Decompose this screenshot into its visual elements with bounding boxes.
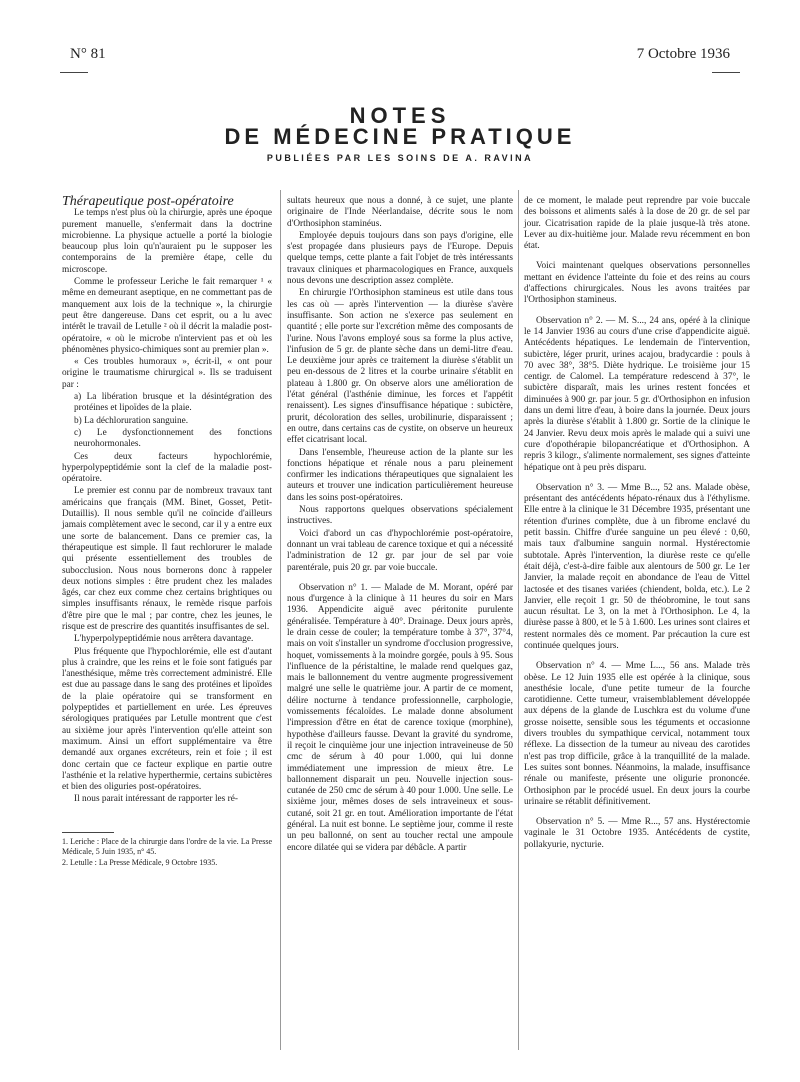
header-rule-right [712, 72, 740, 73]
paragraph: En chirurgie l'Orthosiphon stamineus est utile dans tous les cas où — après l'intervention — la diurèse s'avère insuffisante. Son action ne s'exerce pas seulement en quantité ; elle porte sur l'excrétion même des composants de l'urine. Nous l'avons employé sous sa forme la plus active, l'infusion de 5 gr. de plante sèche dans un demi-litre d'eau. Le deuxième jour après ce traitement la diurèse s'établit un peu en-dessous de 2 litres et la courbe urinaire s'établit en plateau à 1.800 gr. On observe alors une amélioration de l'état général (l'asthénie diminue, les forces et l'appétit renaissent). Les signes d'insuffisance hépatique : subictère, prurit, décoloration des selles, urobilinurie, disparaissent ; en outre, dans certains cas de cystite, on observe un heureux effet cicatrisant local. [287, 288, 513, 446]
masthead-subtitle: PUBLIÉES PAR LES SOINS DE A. RAVINA [266, 153, 534, 163]
list-item: a) La libération brusque et la désintégration des protéines et lipoïdes de la plaie. [74, 392, 272, 414]
paragraph: Voici maintenant quelques observations personnelles mettant en évidence l'atteinte du foie et des reins au cours d'affections chirurgicales. Nous les avons traitées par l'Orthosiphon stamineus. [524, 261, 750, 306]
section-title: Thérapeutique post-opératoire [62, 194, 234, 209]
issue-number: N° 81 [70, 46, 106, 62]
masthead-title-line2: DE MÉDECINE PRATIQUE [224, 124, 576, 149]
paragraph: Nous rapportons quelques observations spécialement instructives. [287, 505, 513, 527]
footnote: 1. Leriche : Place de la chirurgie dans l'ordre de la vie. La Presse Médicale, 5 Juin 1935, n° 45. [62, 836, 272, 856]
observation-paragraph: Observation n° 4. — Mme L..., 56 ans. Malade très obèse. Le 12 Juin 1935 elle est opérée à la clinique, sous anesthésie locale, d'une petite tumeur de la fourche carotidienne. Cette tumeur, vraisemblablement développée aux dépens de la glande de Luschkra est du volume d'une grosse noisette, sensible sous les téguments et occasionne divers troubles du sympathique cervical, notamment toux réflexe. La dissection de la tumeur au niveau des carotides n'est pas trop difficile, grâce à la tranquillité de la malade. Les suites sont bonnes. Néanmoins, la malade, insuffisance rénale ou manifeste, présente une oligurie prononcée. Orthosiphon par le procédé usuel. En deux jours la courbe urinaire se rétablit définitivement. [524, 661, 750, 807]
column-divider [518, 190, 519, 1050]
observation-paragraph: Observation n° 5. — Mme R..., 57 ans. Hystérectomie vaginale le 31 Octobre 1935. Antécédents de cystite, pollakyurie, nycturie. [524, 817, 750, 850]
paragraph: Il nous parait intéressant de rapporter les ré- [74, 794, 238, 805]
paragraph: de ce moment, le malade peut reprendre par voie buccale des boissons et aliments salés à la dose de 20 gr. de sel par jour. Cicatrisation rapide de la plaie jusque-là très atone. Lever au dix-huitième jour. Malade revu récemment en bon état. [524, 196, 750, 252]
list-item: c) Le dysfonctionnement des fonctions neurohormonales. [74, 427, 272, 450]
paragraph: L'hyperpolypeptidémie nous arrêtera davantage. [74, 634, 254, 645]
paragraph: « Ces troubles humoraux », écrit-il, « ont pour origine le traumatisme chirurgical ». Ils se traduisent par : [62, 357, 272, 390]
paragraph: Voici d'abord un cas d'hypochlorémie post-opératoire, donnant un vrai tableau de carence toxique et qui a nécessité l'administration de 12 gr. par jour de sel par voie parentérale, puis 20 gr. par voie buccale. [287, 528, 513, 573]
paragraph: Dans l'ensemble, l'heureuse action de la plante sur les fonctions hépatique et rénale nous a paru pleinement confirmer les indications thérapeutiques que signalaient les auteurs et trouver une indication particulièrement heureuse dans les soins post-opératoires. [287, 447, 513, 503]
paragraph: Plus fréquente que l'hypochlorémie, elle est d'autant plus à craindre, que les reins et le foie sont fatigués par l'anesthésique, même très correctement administré. Elle est due au passage dans le sang des protéines et lipoïdes de la plaie opératoire qui se transforment en polypeptides et partiellement en urée. Les épreuves sérologiques pratiquées par Letulle montrent que c'est au sixième jour après l'intervention qu'elle atteint son maximum. Ainsi un effort supplémentaire va être demandé aux organes excréteurs, rein et foie ; il est donc certain que ce facteur explique en partie outre l'asthénie et la relative hyperthermie, certains subictères et bien des oliguries post-opératoires. [62, 646, 272, 793]
list-item: b) La déchloruration sanguine. [74, 415, 189, 426]
observation-paragraph: Observation n° 2. — M. S..., 24 ans, opéré à la clinique le 14 Janvier 1936 au cours d'une crise d'appendicite aiguë. Antécédents hépatiques. Le lendemain de l'intervention, subictère, léger prurit, urines acajou, bradycardie : pouls à 70 avec 38°, 38°5. Diète hydrique. Le troisième jour 15 centigr. de Calomel. La température redescend à 37°, le subictère disparaît, mais les urines restent foncées et diminuées à 900 gr. par jour. 5 gr. d'Orthosiphon en infusion dans un demi litre d'eau, à boire dans la journée. Deux jours après la diurèse s'établit à 1.800 gr. Sortie de la clinique le 24 Janvier. Revu deux mois après le malade qui a suivi une cure d'opothérapie bilopancréatique et d'Orthosiphon. A repris 3 kilogr., s'alimente normalement, ses signes d'atteinte hépatique ont à peu près disparu. [524, 315, 750, 473]
observation-paragraph: Observation n° 1. — Malade de M. Morant, opéré par nous d'urgence à la clinique à 11 heures du soir en Mars 1936. Appendicite aiguë avec péritonite purulente généralisée. Température à 40°. Drainage. Deux jours après, le drain cesse de couler; la température tombe à 37°, 37°4, mais on voit s'installer un syndrome d'occlusion progressive, hoquet, vomissements à la moindre gorgée, pouls à 95. Sous l'influence de la péristaltine, le malade rend quelques gaz, mais le ballonnement du ventre augmente progressivement malgré une selle le quatrième jour. A partir de ce moment, délire nocturne à tendance professionnelle, carphologie, vomissements fécaloïdes. Le malade donne absolument l'impression d'être en état de carence toxique (morphine), hypothèse d'ailleurs fausse. Devant la gravité du syndrome, il reçoit le cinquième jour une injection intraveineuse de 50 cmc de sérum à 40 pour 1.000, qui lui donne immédiatement une impression de mieux être. Le ballonnement disparait un peu. Nouvelle injection sous-cutanée de 250 cmc de sérum à 40 pour 1.000. Une selle. Le sixième jour, mêmes doses de sels intraveineux et sous-cutané, soit 21 gr. en tout. Amélioration importante de l'état général. La nuit est bonne. Le septième jour, comme il reste un peu ballonné, on sent au toucher rectal une ampoule encore dilatée qui se videra par débâcle. A partir [287, 582, 513, 853]
paragraph: Le premier est connu par de nombreux travaux tant américains que français (MM. Binet, Gosset, Petit-Dutaillis). Il nous semble qu'il ne coïncide d'ailleurs jamais complètement avec le second, car il y a entre eux une sorte de balancement. Dans ce premier cas, la thérapeutique est simple. Il faut rechlorurer le malade qui présente essentiellement des troubles de subocclusion. Nous nous bornerons donc à rappeler deux notions simples : être prudent chez les malades âgés, car chez eux comme chez certains brightiques ou simples insuffisants rénaux, le remède risque parfois d'être pire que le mal ; par contre, chez les jeunes, le risque est de prescrire des quantités insuffisantes de sel. [62, 486, 272, 632]
footnote-rule [62, 832, 114, 833]
paragraph: Comme le professeur Leriche le fait remarquer ¹ « même en demeurant aseptique, en ne commettant pas de manquement aux lois de la technique », la chirurgie peut être dangereuse. Dans cet esprit, ou a lu avec intérêt le travail de Letulle ² où il décrit la maladie post-opératoire, « où le microbe n'intervient pas et où les phénomènes physico-chimiques sont au premier plan ». [62, 277, 272, 355]
paragraph: sultats heureux que nous a donné, à ce sujet, une plante originaire de l'Inde Néerlandaise, décrite sous le nom d'Orthosiphon staminéus. [287, 196, 513, 229]
column-divider [280, 190, 281, 1050]
observation-paragraph: Observation n° 3. — Mme B..., 52 ans. Malade obèse, présentant des antécédents hépato-rénaux dus à l'éthylisme. Elle entre à la clinique le 31 Décembre 1935, présentant une rétention d'urines complète, due à un fibrome enclavé du petit bassin. Chiffre d'urée sanguine un peu élevé : 0,60, mais taux d'albumine sanguin normal. Hystérectomie subtotale. Après l'intervention, la diurèse reste ce qu'elle était déjà, c'est-à-dire faible aux alentours de 500 gr. Le 1er Janvier, la malade reçoit en abondance de l'eau de Vittel lactosée et des tisanes variées (chiendent, bolda, etc.). Le 2 Janvier, elle reçoit 1 gr. 50 de théobromine, le tout sans aucun résultat. Le 3, on la met à l'Orthosiphon. Le 4, la diurèse passe à 800, et le 5 à 1.600. Les urines sont claires et restent normales dès ce moment. Par précaution la cure est continuée quelques jours. [524, 482, 750, 651]
masthead-title-line1: NOTES [349, 103, 451, 128]
issue-date: 7 Octobre 1936 [636, 46, 730, 62]
paragraph: Le temps n'est plus où la chirurgie, après une époque purement manuelle, s'enfermait dans la doctrine microbienne. La physique actuelle a porté la biologie beaucoup plus loin qu'n'auraient pu le supposer les contemporains de la première étape, celle du microscope. [62, 208, 272, 275]
column-2 [287, 196, 513, 855]
footnote: 2. Letulle : La Presse Médicale, 9 Octobre 1935. [62, 857, 218, 867]
column-3 [524, 196, 750, 852]
paragraph: Employée depuis toujours dans son pays d'origine, elle s'est propagée dans plusieurs pays de l'Europe. Depuis quelque temps, cette plante a fait l'objet de très intéressants travaux cliniques et pharmacologiques en France, auxquels nous devons une description assez complète. [287, 230, 513, 287]
column-1 [62, 196, 272, 869]
header-rule-left [60, 72, 88, 73]
paragraph: Ces deux facteurs hypochlorémie, hyperpolypeptidémie sont la clef de la maladie post-opératoire. [62, 451, 272, 485]
